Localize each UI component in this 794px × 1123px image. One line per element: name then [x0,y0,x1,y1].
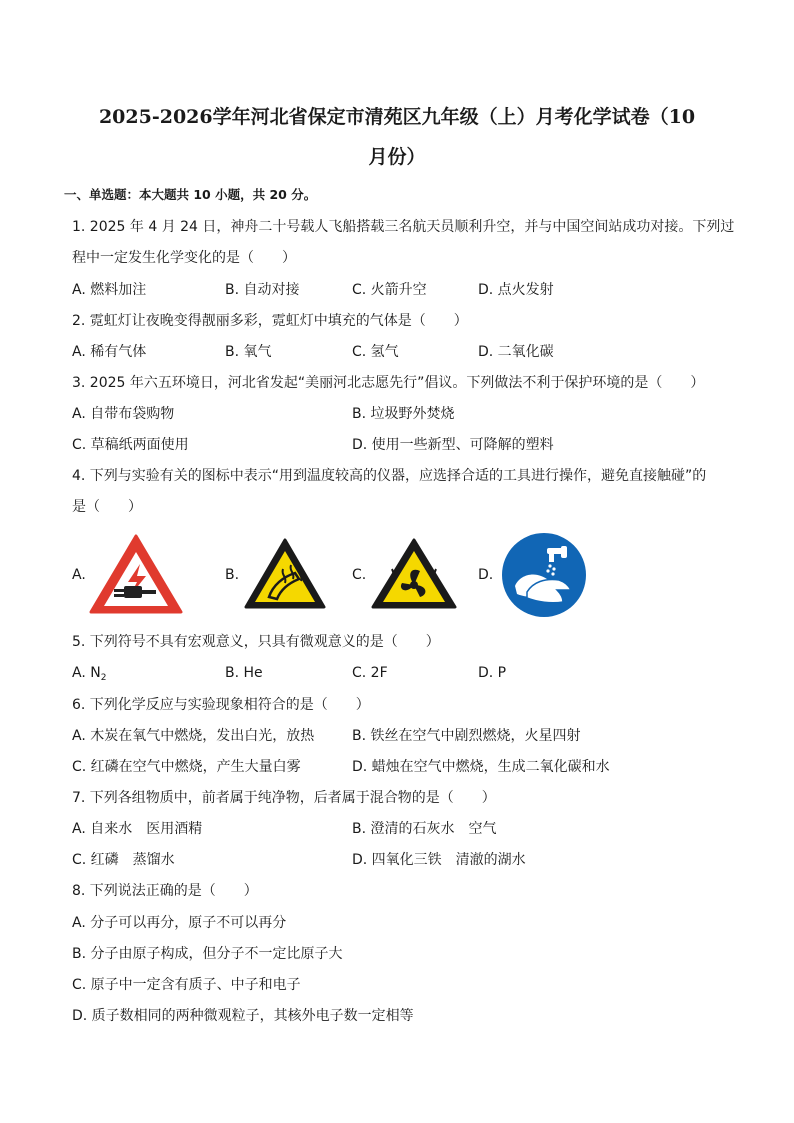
q8-option-a: A. 分子可以再分，原子不可以再分 [72,915,287,931]
electric-hazard-icon [88,532,184,616]
q7-option-b: B. 澄清的石灰水 空气 [352,821,497,837]
q8-option-d: D. 质子数相同的两种微观粒子，其核外电子数一定相等 [72,1008,414,1024]
q3-option-c: C. 草稿纸两面使用 [72,437,189,453]
q3-option-b: B. 垃圾野外焚烧 [352,406,455,422]
q1-option-a: A. 燃料加注 [72,282,147,298]
q6-option-d: D. 蜡烛在空气中燃烧，生成二氧化碳和水 [352,759,610,775]
q3-stem: 3. 2025 年六五环境日，河北省发起“美丽河北志愿先行”倡议。下列做法不利于保护环境的是（ ） [72,375,705,391]
q2-option-d: D. 二氧化碳 [478,344,554,360]
q2-stem: 2. 霓虹灯让夜晚变得靓丽多彩，霓虹灯中填充的气体是（ ） [72,313,468,329]
q1-stem-line1: 1. 2025 年 4 月 24 日，神舟二十号载人飞船搭载三名航天员顺利升空，并与中国空间站成功对接。下列过 [72,219,735,235]
q8-option-b: B. 分子由原子构成，但分子不一定比原子大 [72,946,343,962]
q4-option-b-label: B. [225,567,240,583]
q5-option-a-text: A. N [72,665,101,681]
q3-option-d: D. 使用一些新型、可降解的塑料 [352,437,554,453]
fan-hazard-icon [370,537,458,611]
q6-option-b: B. 铁丝在空气中剧烈燃烧，火星四射 [352,728,581,744]
q7-option-d: D. 四氧化三铁 清澈的湖水 [352,852,526,868]
q1-option-d: D. 点火发射 [478,282,554,298]
section-heading: 一、单选题：本大题共 10 小题，共 20 分。 [64,187,317,202]
exam-title-line1: 2025-2026学年河北省保定市清苑区九年级（上）月考化学试卷（10 [98,106,696,128]
q7-stem: 7. 下列各组物质中，前者属于纯净物，后者属于混合物的是（ ） [72,790,496,806]
q5-option-c: C. 2F [352,665,388,681]
q4-option-a-label: A. [72,567,86,583]
q3-option-a: A. 自带布袋购物 [72,406,175,422]
q5-option-d: D. P [478,665,507,681]
q8-option-c: C. 原子中一定含有质子、中子和电子 [72,977,301,993]
q4-option-d-label: D. [478,567,494,583]
q5-option-b: B. He [225,665,263,681]
exam-title-line2: 月份） [368,146,426,168]
q5-option-a-subscript: 2 [100,673,107,683]
q5-option-a [72,665,106,686]
wash-hands-icon [501,532,587,618]
q2-option-a: A. 稀有气体 [72,344,147,360]
q5-stem: 5. 下列符号不具有宏观意义，只具有微观意义的是（ ） [72,634,440,650]
q4-stem-line1: 4. 下列与实验有关的图标中表示“用到温度较高的仪器，应选择合适的工具进行操作，避免直接触碰”的 [72,468,707,484]
q6-option-a: A. 木炭在氧气中燃烧，发出白光，放热 [72,728,315,744]
q4-option-c-label: C. [352,567,367,583]
q1-option-c: C. 火箭升空 [352,282,427,298]
q6-option-c: C. 红磷在空气中燃烧，产生大量白雾 [72,759,301,775]
q7-option-a: A. 自来水 医用酒精 [72,821,203,837]
q6-stem: 6. 下列化学反应与实验现象相符合的是（ ） [72,697,370,713]
q8-stem: 8. 下列说法正确的是（ ） [72,883,258,899]
q2-option-c: C. 氢气 [352,344,399,360]
hot-surface-icon [243,537,327,611]
q1-option-b: B. 自动对接 [225,282,300,298]
q7-option-c: C. 红磷 蒸馏水 [72,852,175,868]
q1-stem-line2: 程中一定发生化学变化的是（ ） [72,250,296,266]
q2-option-b: B. 氧气 [225,344,272,360]
q4-stem-line2: 是（ ） [72,499,142,515]
